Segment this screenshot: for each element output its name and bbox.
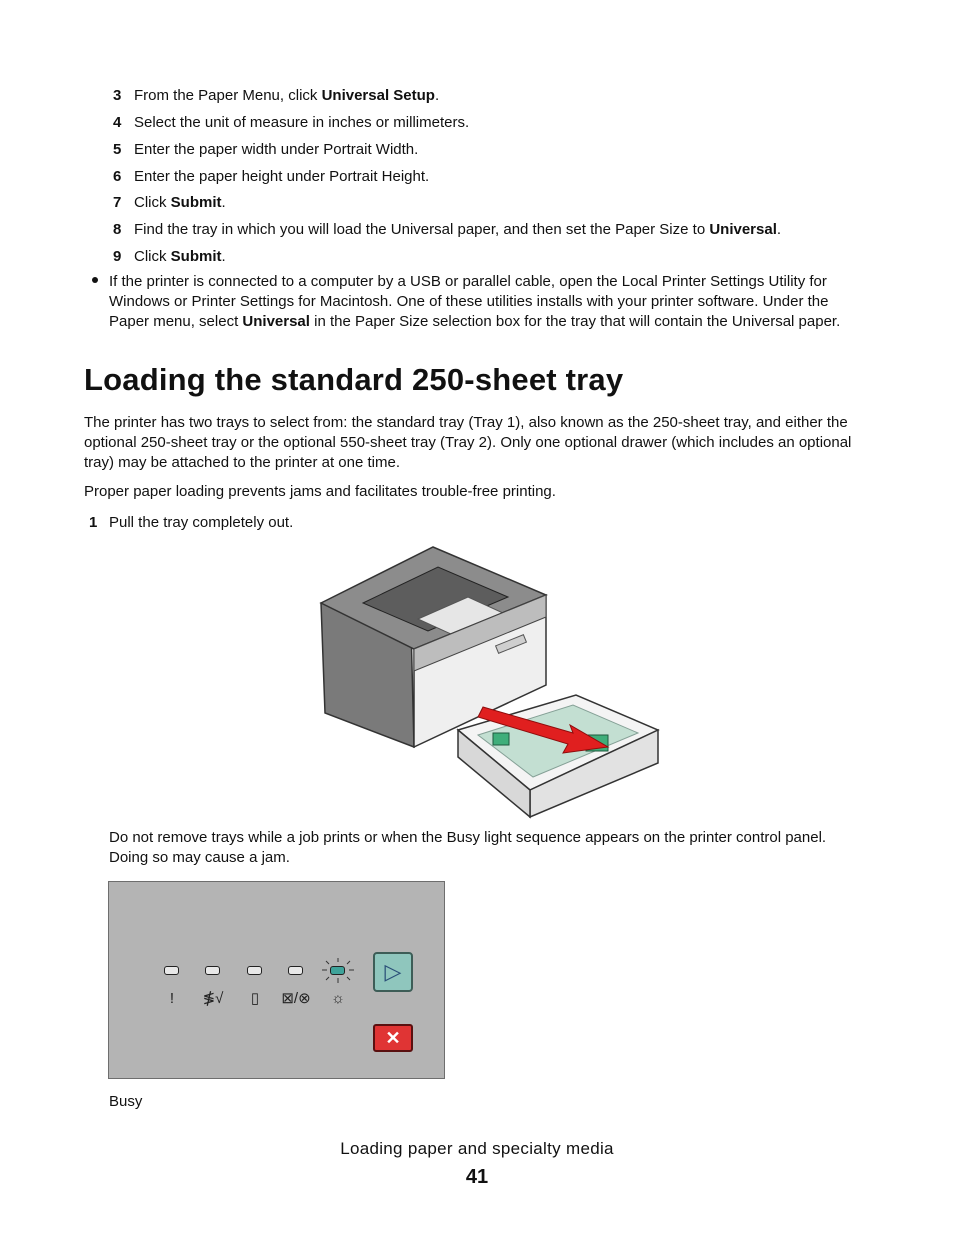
step-bold: Universal <box>709 221 777 238</box>
intro-paragraph <box>84 413 914 473</box>
close-icon: ✕ <box>385 1028 401 1048</box>
printer-tray-illustration <box>318 545 663 820</box>
ready-icon: ☼ <box>331 990 345 1007</box>
busy-glow-icon <box>318 956 358 986</box>
proper-loading-text: Proper paper loading prevents jams and facilitates trouble-free printing. <box>84 483 556 500</box>
bullet-dot <box>92 277 98 283</box>
step-text: Enter the paper width under Portrait Width. <box>134 141 419 158</box>
step-text: Select the unit of measure in inches or millimeters. <box>134 114 470 131</box>
step-text: Click <box>134 194 171 211</box>
bullet-paragraph <box>109 272 909 332</box>
step-number: 5 <box>113 141 122 158</box>
step-number: 7 <box>113 194 122 211</box>
control-panel <box>108 881 445 1079</box>
step-punct: . <box>434 87 440 104</box>
step-bold: Submit <box>170 248 222 265</box>
toner-icon: ⊠/⊗ <box>281 990 311 1007</box>
step-number: 3 <box>113 87 122 104</box>
step-text: Enter the paper height under Portrait Height. <box>134 168 430 185</box>
warning-line: Do not remove trays while a job prints or when the Busy light sequence appears on the printer control panel. <box>109 829 827 846</box>
footer-title: Loading paper and specialty media <box>340 1139 614 1158</box>
step-number: 9 <box>113 248 122 265</box>
bullet-line: in the Paper Size selection box for the tray that will contain the Universal paper. <box>309 313 841 330</box>
load-paper-icon: ▯ <box>250 990 260 1007</box>
toner-light <box>288 966 303 975</box>
bullet-line: If the printer is connected to a computer by a USB or parallel cable, open the Local Printer Settings Utility for <box>109 273 827 290</box>
step-bold: Submit <box>170 194 222 211</box>
page-number: 41 <box>465 1166 489 1188</box>
load-paper-light <box>247 966 262 975</box>
warning-line: Doing so may cause a jam. <box>109 849 290 866</box>
error-icon: ! <box>169 990 175 1007</box>
jam-light <box>205 966 220 975</box>
step-text: Pull the tray completely out. <box>109 514 294 531</box>
step-punct: . <box>221 248 226 265</box>
step-number: 4 <box>113 114 122 131</box>
step-number: 8 <box>113 221 122 238</box>
go-button[interactable] <box>373 952 413 992</box>
error-light <box>164 966 179 975</box>
step-bold: Universal Setup <box>321 87 435 104</box>
step-number: 6 <box>113 168 122 185</box>
intro-line: tray) may be attached to the printer at one time. <box>84 454 400 471</box>
step-text: Find the tray in which you will load the Universal paper, and then set the Paper Size to <box>134 221 710 238</box>
step-punct: . <box>221 194 226 211</box>
bullet-line: Paper menu, select <box>109 313 243 330</box>
play-icon: ▷ <box>384 959 402 984</box>
section-heading: Loading the standard 250-sheet tray <box>84 362 624 397</box>
step-number: 1 <box>89 514 98 531</box>
step-punct: . <box>776 221 782 238</box>
step-text: Click <box>134 248 171 265</box>
paper-jam-icon: ≸√ <box>202 990 224 1007</box>
intro-line: The printer has two trays to select from: the standard tray (Tray 1), also known as the 250-sheet tray, and either the <box>84 414 848 431</box>
intro-line: optional 250-sheet tray or the optional 550-sheet tray (Tray 2). Only one optional drawer (which includes an optional <box>84 434 852 451</box>
panel-caption: Busy <box>109 1093 143 1110</box>
bullet-bold: Universal <box>242 313 310 330</box>
bullet-line: Windows or Printer Settings for Macintosh. One of these utilities installs with your printer software. Under the <box>109 293 829 310</box>
stop-button[interactable] <box>373 1024 413 1052</box>
step-text: From the Paper Menu, click <box>134 87 322 104</box>
warning-text <box>109 828 899 868</box>
